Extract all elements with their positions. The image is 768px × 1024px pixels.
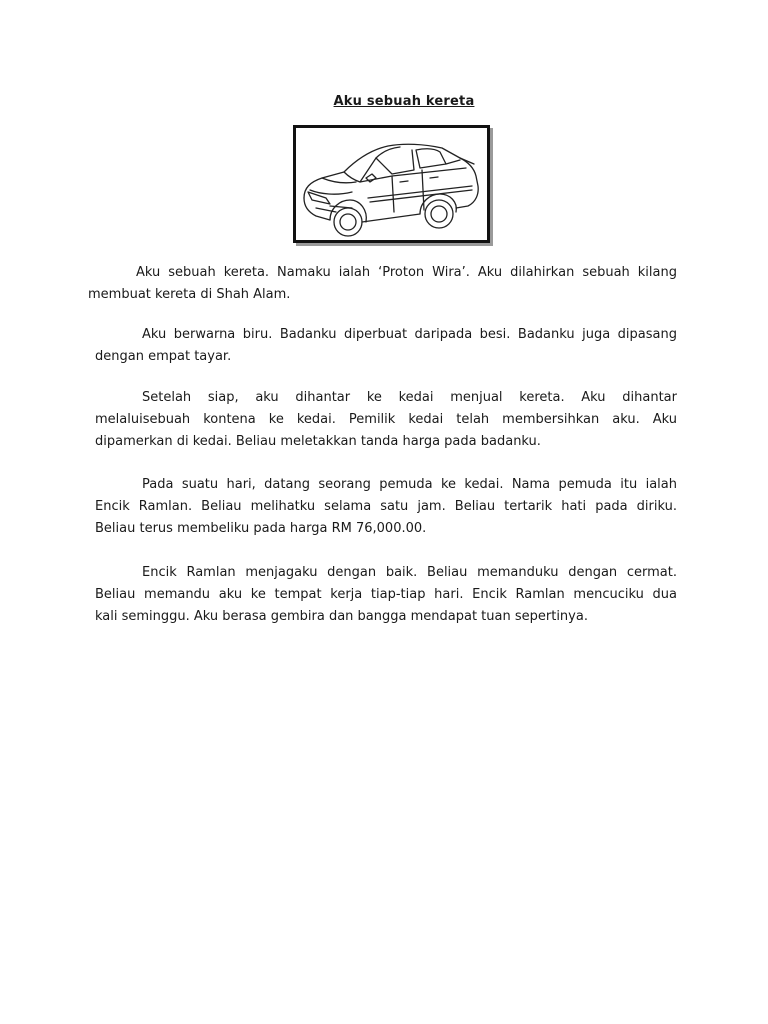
- paragraph-4: [95, 474, 677, 540]
- paragraph-1: [88, 262, 677, 306]
- car-icon: [296, 128, 487, 240]
- paragraph-3: [95, 387, 677, 453]
- paragraph-line: dipamerkan di kedai. Beliau meletakkan tanda harga pada badanku.: [95, 434, 541, 449]
- paragraph-line: Encik Ramlan. Beliau melihatku selama satu jam. Beliau tertarik hati pada diriku.: [95, 499, 677, 514]
- paragraph-line: Setelah siap, aku dihantar ke kedai menjual kereta. Aku dihantar: [142, 390, 677, 405]
- paragraph-line: Encik Ramlan menjagaku dengan baik. Beliau memanduku dengan cermat.: [142, 565, 677, 580]
- paragraph-2: [95, 324, 677, 368]
- paragraph-line: Beliau memandu aku ke tempat kerja tiap-tiap hari. Encik Ramlan mencuciku dua: [95, 587, 677, 602]
- paragraph-line: Beliau terus membeliku pada harga RM 76,000.00.: [95, 521, 427, 536]
- paragraph-line: membuat kereta di Shah Alam.: [88, 287, 291, 302]
- paragraph-line: Aku berwarna biru. Badanku diperbuat daripada besi. Badanku juga dipasang: [142, 327, 677, 342]
- paragraph-5: [95, 562, 677, 628]
- document-title: Aku sebuah kereta: [333, 94, 475, 109]
- paragraph-line: kali seminggu. Aku berasa gembira dan bangga mendapat tuan sepertinya.: [95, 609, 588, 624]
- paragraph-line: melaluisebuah kontena ke kedai. Pemilik kedai telah membersihkan aku. Aku: [95, 412, 677, 427]
- paragraph-line: dengan empat tayar.: [95, 349, 232, 364]
- paragraph-line: Aku sebuah kereta. Namaku ialah ‘Proton Wira’. Aku dilahirkan sebuah kilang: [136, 265, 677, 280]
- car-illustration-frame: [293, 125, 490, 243]
- paragraph-line: Pada suatu hari, datang seorang pemuda ke kedai. Nama pemuda itu ialah: [142, 477, 677, 492]
